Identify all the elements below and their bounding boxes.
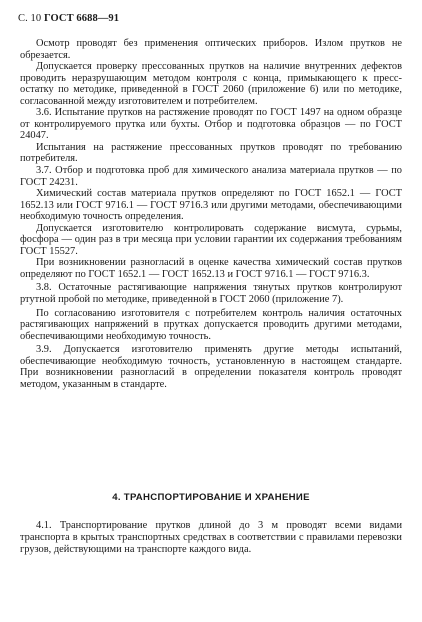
paragraph: Допускается изготовителю контролировать содержание висмута, сурьмы, фосфора — один раз в три месяца при условии гарантии их содержания требованиям ГОСТ 15527. [20, 222, 402, 257]
paragraph: 3.7. Отбор и подготовка проб для химического анализа материала прутков — по ГОСТ 24231. [20, 165, 402, 188]
paragraph: Испытания на растяжение прессованных прутков проводят по требованию потребителя. [20, 141, 402, 165]
paragraph: По согласованию изготовителя с потребителем контроль наличия остаточных растягивающих напряжений в прутках допускается проводить другими методами, обеспечивающими необходимую точность. [20, 307, 402, 342]
paragraph: 3.8. Остаточные растягивающие напряжения тянутых прутков контролируют ртутной пробой по методике, приведенной в ГОСТ 2060 (приложение 7). [20, 282, 402, 306]
section-heading: 4. ТРАНСПОРТИРОВАНИЕ И ХРАНЕНИЕ [112, 492, 310, 503]
paragraph: При возникновении разногласий в оценке качества химический состав прутков определяют по ГОСТ 1652.1 — ГОСТ 1652.13 и ГОСТ 9716.1 — ГОСТ 9716.3. [20, 257, 402, 280]
paragraph: 3.9. Допускается изготовителю применять другие методы испытаний, обеспечивающие необходимую точность, установленную в настоящем стандарте. При возникновении разногласий в определении показателя контроль проводят методом, указанным в стандарте. [20, 344, 402, 390]
paragraph: Допускается проверку прессованных прутков на наличие внутренних дефектов проводить неразрушающим методом контроля с конца, примыкающего к пресс-остатку по методике, приведенной в ГОСТ 2060 (приложение 6) или по методике, согласованной между изготовителем и потребителем. [20, 61, 402, 107]
paragraph: Химический состав материала прутков определяют по ГОСТ 1652.1 — ГОСТ 1652.13 или ГОСТ 9716.1 — ГОСТ 9716.3 или другими методами, обеспечивающими необходимую точность определения. [20, 188, 402, 223]
section-4-text [20, 520, 402, 555]
section-3-text [20, 38, 402, 390]
page-header [18, 13, 119, 24]
paragraph: Осмотр проводят без применения оптических приборов. Излом прутков не обрезается. [20, 38, 402, 61]
standard-code: ГОСТ 6688—91 [44, 13, 120, 24]
paragraph: 3.6. Испытание прутков на растяжение проводят по ГОСТ 1497 на одном образце от контролируемого прутка или бухты. Отбор и подготовка образцов — по ГОСТ 24047. [20, 107, 402, 142]
paragraph: 4.1. Транспортирование прутков длиной до 3 м проводят всеми видами транспорта в крытых транспортных средствах в соответствии с правилами перевозки грузов, действующими на транспорте каждого вида. [20, 520, 402, 555]
page-number: С. 10 [18, 13, 42, 24]
